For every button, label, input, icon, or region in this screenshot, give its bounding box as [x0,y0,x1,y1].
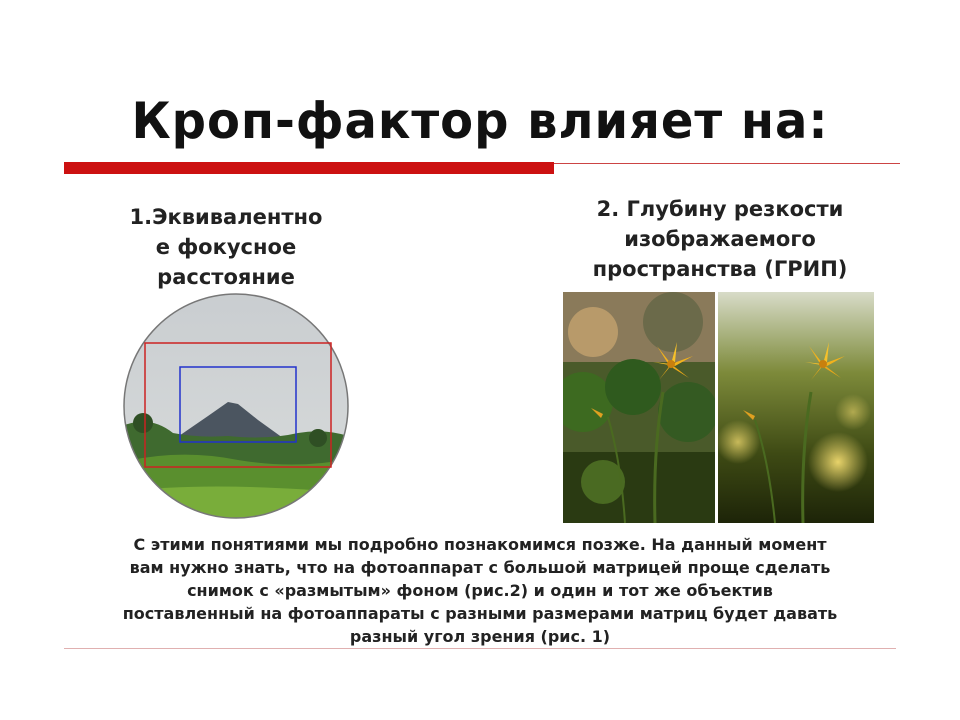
focal-length-illustration [118,288,354,524]
title-divider-line [554,163,900,164]
depth-of-field-illustration [563,292,874,523]
title-accent-bar [64,162,554,174]
item1-caption: 1.Эквивалентно е фокусное расстояние [129,205,323,289]
slide-title: Кроп-фактор влияет на: [131,92,829,150]
bottom-divider-line [64,648,896,649]
item2-caption: 2. Глубину резкости изображаемого пространства (ГРИП) [592,197,848,281]
body-text: С этими понятиями мы подробно познакомимся позже. На данный момент вам нужно знать, что на фотоаппарат с большой матрицей проще сделать снимок с «размытым» фоном (рис.2) и один и тот же объектив поставленный на фотоаппараты с разными размерами матриц будет давать разный угол зрения (рис. 1) [122,535,838,646]
